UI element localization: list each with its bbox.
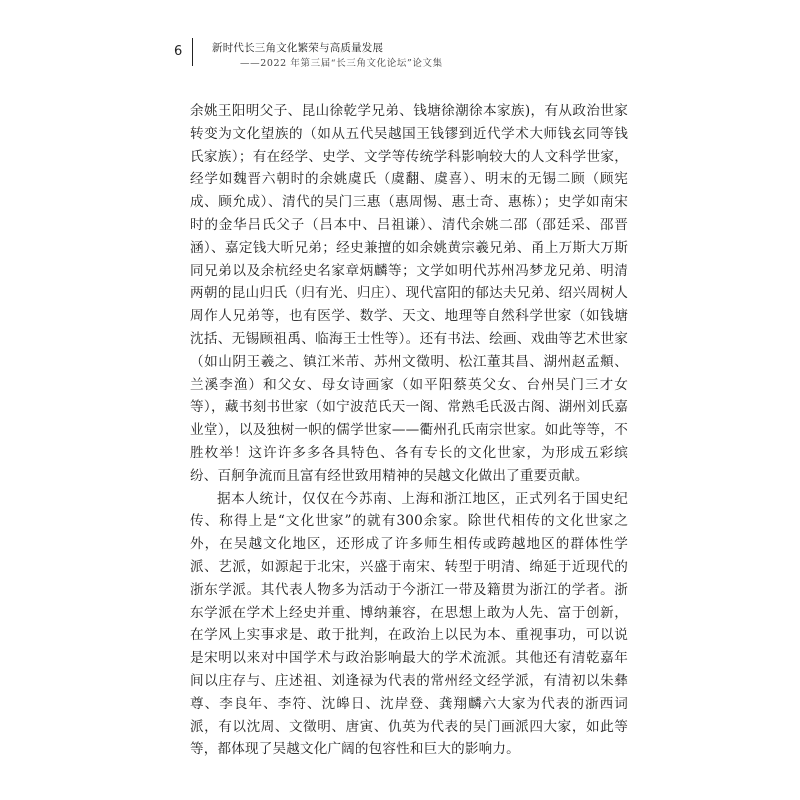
page-number: 6 <box>174 44 183 59</box>
paragraph-1: 余姚王阳明父子、昆山徐乾学兄弟、钱塘徐潮徐本家族)，有从政治世家转变为文化望族的（如从五代吴越国王钱镠到近代学术大师钱玄同等钱氏家族）；有在经学、史学、文学等传统学科影响较大的人文科学世家，经学如魏晋六朝时的余姚虞氏（虞翻、虞喜）、明末的无锡二顾（顾宪成、顾允成）、清代的吴门三惠（惠周惕、惠士奇、惠栋）；史学如南宋时的金华吕氏父子（吕本中、吕祖谦）、清代余姚二邵（邵廷采、邵晋涵）、嘉定钱大昕兄弟；经史兼擅的如余姚黄宗羲兄弟、甬上万斯大万斯同兄弟以及余杭经史名家章炳麟等；文学如明代苏州冯梦龙兄弟、明清两朝的昆山归氏（归有光、归庄）、现代富阳的郁达夫兄弟、绍兴周树人周作人兄弟等，也有医学、数学、天文、地理等自然科学世家（如钱塘沈括、无锡顾祖禹、临海王士性等）。还有书法、绘画、戏曲等艺术世家（如山阴王羲之、镇江米芾、苏州文徵明、松江董其昌、湖州赵孟頫、兰溪李渔）和父女、母女诗画家（如平阳蔡英父女、台州吴门三才女等），藏书刻书世家（如宁波范氏天一阁、常熟毛氏汲古阁、湖州刘氏嘉业堂），以及独树一帜的儒学世家——衢州孔氏南宗世家。如此等等，不胜枚举！这许许多多各具特色、各有专长的文化世家，为形成五彩缤纷、百舸争流而且富有经世致用精神的吴越文化做出了重要贡献。 <box>190 103 628 484</box>
running-header-title: 新时代长三角文化繁荣与高质量发展 <box>212 42 384 54</box>
running-header-subtitle: ——2022 年第三届“长三角文化论坛”论文集 <box>240 58 443 69</box>
body-text <box>190 100 628 761</box>
paragraph-2: 据本人统计，仅仅在今苏南、上海和浙江地区，正式列名于国史纪传、称得上是“文化世家”的就有300余家。除世代相传的文化世家之外，在吴越文化地区，还形成了许多师生相传或跨越地区的群体性学派、艺派，如源起于北宋，兴盛于南宋、转型于明清、绵延于近现代的浙东学派。其代表人物多为活动于今浙江一带及籍贯为浙江的学者。浙东学派在学术上经史并重、博纳兼容，在思想上敢为人先、富于创新，在学风上实事求是、敢于批判，在政治上以民为本、重视事功，可以说是宋明以来对中国学术与政治影响最大的学术流派。其他还有清乾嘉年间以庄存与、庄述祖、刘逢禄为代表的常州经文经学派，有清初以朱彝尊、李良年、李符、沈皞日、沈岸登、龚翔麟六大家为代表的浙西词派，有以沈周、文徵明、唐寅、仇英为代表的吴门画派四大家，如此等等，都体现了吴越文化广阔的包容性和巨大的影响力。 <box>190 490 628 758</box>
header-divider <box>192 38 193 66</box>
